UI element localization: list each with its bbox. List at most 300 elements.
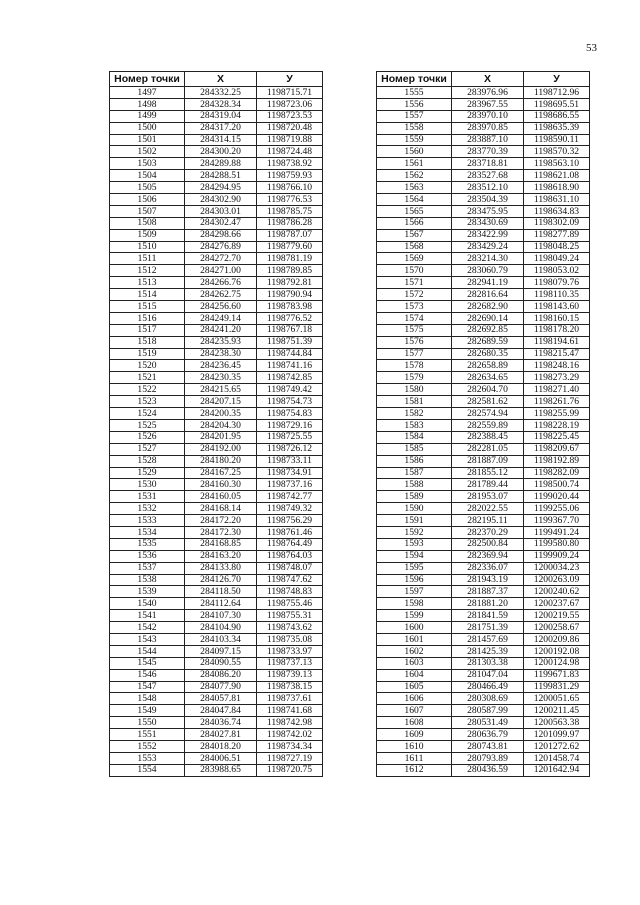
cell-y: 1198228.19 <box>524 419 590 431</box>
cell-y: 1199909.24 <box>524 550 590 562</box>
cell-point-number: 1514 <box>110 289 185 301</box>
cell-x: 283422.99 <box>452 229 524 241</box>
cell-point-number: 1511 <box>110 253 185 265</box>
cell-x: 282500.84 <box>452 538 524 550</box>
cell-x: 284230.35 <box>185 372 257 384</box>
cell-y: 1198785.75 <box>257 205 323 217</box>
cell-x: 284104.90 <box>185 622 257 634</box>
table-row <box>110 312 323 324</box>
cell-y: 1198747.62 <box>257 574 323 586</box>
cell-point-number: 1520 <box>110 360 185 372</box>
cell-y: 1198742.98 <box>257 717 323 729</box>
cell-point-number: 1595 <box>377 562 452 574</box>
cell-x: 280436.59 <box>452 764 524 776</box>
cell-y: 1198053.02 <box>524 265 590 277</box>
table-row <box>377 538 590 550</box>
cell-point-number: 1602 <box>377 645 452 657</box>
cell-point-number: 1603 <box>377 657 452 669</box>
cell-point-number: 1536 <box>110 550 185 562</box>
table-row <box>377 170 590 182</box>
cell-y: 1198178.20 <box>524 324 590 336</box>
cell-point-number: 1542 <box>110 622 185 634</box>
cell-point-number: 1498 <box>110 98 185 110</box>
cell-y: 1198737.13 <box>257 657 323 669</box>
cell-x: 283988.65 <box>185 764 257 776</box>
table-row <box>377 622 590 634</box>
cell-x: 282281.05 <box>452 443 524 455</box>
cell-point-number: 1572 <box>377 289 452 301</box>
table-row <box>377 610 590 622</box>
cell-y: 1198751.39 <box>257 336 323 348</box>
table-row <box>377 384 590 396</box>
table-row <box>110 277 323 289</box>
cell-x: 281953.07 <box>452 491 524 503</box>
cell-y: 1198759.93 <box>257 170 323 182</box>
cell-point-number: 1506 <box>110 194 185 206</box>
cell-x: 282682.90 <box>452 301 524 313</box>
cell-x: 284294.95 <box>185 182 257 194</box>
cell-point-number: 1545 <box>110 657 185 669</box>
cell-x: 284163.20 <box>185 550 257 562</box>
cell-point-number: 1560 <box>377 146 452 158</box>
cell-y: 1198194.61 <box>524 336 590 348</box>
cell-point-number: 1524 <box>110 408 185 420</box>
table-row <box>110 740 323 752</box>
cell-point-number: 1512 <box>110 265 185 277</box>
cell-x: 284276.89 <box>185 241 257 253</box>
cell-x: 281047.04 <box>452 669 524 681</box>
table-row <box>110 669 323 681</box>
cell-x: 283527.68 <box>452 170 524 182</box>
cell-y: 1201642.94 <box>524 764 590 776</box>
cell-x: 283512.10 <box>452 182 524 194</box>
table-row <box>377 729 590 741</box>
cell-y: 1199020.44 <box>524 491 590 503</box>
table-row <box>110 229 323 241</box>
cell-point-number: 1515 <box>110 301 185 313</box>
table-row <box>377 669 590 681</box>
cell-point-number: 1567 <box>377 229 452 241</box>
table-row <box>110 289 323 301</box>
cell-x: 281841.59 <box>452 610 524 622</box>
cell-point-number: 1601 <box>377 633 452 645</box>
table-row <box>110 122 323 134</box>
cell-y: 1198764.49 <box>257 538 323 550</box>
cell-point-number: 1550 <box>110 717 185 729</box>
cell-y: 1198261.76 <box>524 396 590 408</box>
cell-y: 1198271.40 <box>524 384 590 396</box>
cell-point-number: 1500 <box>110 122 185 134</box>
cell-x: 281457.69 <box>452 633 524 645</box>
cell-x: 284126.70 <box>185 574 257 586</box>
cell-y: 1198748.83 <box>257 586 323 598</box>
cell-x: 283770.39 <box>452 146 524 158</box>
cell-y: 1198734.34 <box>257 740 323 752</box>
table-row <box>377 87 590 99</box>
cell-x: 282816.64 <box>452 289 524 301</box>
cell-y: 1200240.62 <box>524 586 590 598</box>
cell-point-number: 1608 <box>377 717 452 729</box>
table-row <box>377 705 590 717</box>
cell-y: 1198789.85 <box>257 265 323 277</box>
cell-x: 284047.84 <box>185 705 257 717</box>
cell-x: 284097.15 <box>185 645 257 657</box>
cell-x: 281887.37 <box>452 586 524 598</box>
table-row <box>110 705 323 717</box>
cell-y: 1198744.84 <box>257 348 323 360</box>
cell-y: 1198761.46 <box>257 526 323 538</box>
cell-point-number: 1581 <box>377 396 452 408</box>
cell-x: 284317.20 <box>185 122 257 134</box>
cell-x: 284018.20 <box>185 740 257 752</box>
cell-x: 282604.70 <box>452 384 524 396</box>
cell-y: 1198787.07 <box>257 229 323 241</box>
table-row <box>377 633 590 645</box>
cell-x: 284200.35 <box>185 408 257 420</box>
cell-y: 1198719.88 <box>257 134 323 146</box>
cell-x: 281425.39 <box>452 645 524 657</box>
cell-y: 1200124.98 <box>524 657 590 669</box>
cell-y: 1198755.31 <box>257 610 323 622</box>
table-row <box>110 633 323 645</box>
cell-x: 284271.00 <box>185 265 257 277</box>
cell-point-number: 1540 <box>110 598 185 610</box>
cell-point-number: 1561 <box>377 158 452 170</box>
cell-x: 284298.66 <box>185 229 257 241</box>
table-row <box>110 693 323 705</box>
table-row <box>377 372 590 384</box>
table-row <box>377 396 590 408</box>
cell-y: 1198738.15 <box>257 681 323 693</box>
header-point-number: Номер точки <box>110 72 185 87</box>
cell-x: 284112.64 <box>185 598 257 610</box>
cell-x: 284160.05 <box>185 491 257 503</box>
table-row <box>110 526 323 538</box>
cell-point-number: 1604 <box>377 669 452 681</box>
cell-point-number: 1543 <box>110 633 185 645</box>
cell-point-number: 1566 <box>377 217 452 229</box>
cell-point-number: 1586 <box>377 455 452 467</box>
cell-y: 1198634.83 <box>524 205 590 217</box>
cell-x: 282634.65 <box>452 372 524 384</box>
cell-x: 282195.11 <box>452 515 524 527</box>
cell-point-number: 1516 <box>110 312 185 324</box>
cell-point-number: 1582 <box>377 408 452 420</box>
cell-x: 284266.76 <box>185 277 257 289</box>
cell-point-number: 1497 <box>110 87 185 99</box>
cell-x: 282658.89 <box>452 360 524 372</box>
table-row <box>110 301 323 313</box>
cell-point-number: 1535 <box>110 538 185 550</box>
header-y: У <box>257 72 323 87</box>
cell-y: 1200263.09 <box>524 574 590 586</box>
cell-y: 1198079.76 <box>524 277 590 289</box>
cell-y: 1198741.68 <box>257 705 323 717</box>
table-row <box>377 693 590 705</box>
cell-y: 1200258.67 <box>524 622 590 634</box>
cell-point-number: 1587 <box>377 467 452 479</box>
cell-x: 284086.20 <box>185 669 257 681</box>
table-row <box>110 681 323 693</box>
page-number: 53 <box>586 42 597 54</box>
cell-x: 282581.62 <box>452 396 524 408</box>
cell-point-number: 1546 <box>110 669 185 681</box>
table-row <box>110 622 323 634</box>
cell-point-number: 1537 <box>110 562 185 574</box>
cell-x: 281887.09 <box>452 455 524 467</box>
cell-x: 283429.24 <box>452 241 524 253</box>
table-row <box>110 87 323 99</box>
cell-y: 1198741.16 <box>257 360 323 372</box>
cell-point-number: 1531 <box>110 491 185 503</box>
table-row <box>110 574 323 586</box>
table-row <box>377 550 590 562</box>
table-row <box>377 98 590 110</box>
cell-x: 284302.90 <box>185 194 257 206</box>
cell-x: 280587.99 <box>452 705 524 717</box>
cell-point-number: 1607 <box>377 705 452 717</box>
cell-point-number: 1576 <box>377 336 452 348</box>
cell-y: 1198766.10 <box>257 182 323 194</box>
cell-y: 1200211.45 <box>524 705 590 717</box>
table-row <box>110 170 323 182</box>
cell-point-number: 1589 <box>377 491 452 503</box>
cell-point-number: 1547 <box>110 681 185 693</box>
table-row <box>110 348 323 360</box>
cell-x: 284172.30 <box>185 526 257 538</box>
table-row <box>377 205 590 217</box>
cell-y: 1200237.67 <box>524 598 590 610</box>
cell-y: 1198563.10 <box>524 158 590 170</box>
cell-point-number: 1597 <box>377 586 452 598</box>
cell-point-number: 1519 <box>110 348 185 360</box>
cell-x: 284204.30 <box>185 419 257 431</box>
cell-x: 284133.80 <box>185 562 257 574</box>
cell-point-number: 1556 <box>377 98 452 110</box>
table-row <box>377 229 590 241</box>
cell-y: 1200192.08 <box>524 645 590 657</box>
cell-point-number: 1577 <box>377 348 452 360</box>
cell-x: 284215.65 <box>185 384 257 396</box>
cell-x: 284168.14 <box>185 503 257 515</box>
table-row <box>110 396 323 408</box>
cell-point-number: 1530 <box>110 479 185 491</box>
cell-point-number: 1523 <box>110 396 185 408</box>
cell-x: 284027.81 <box>185 729 257 741</box>
table-row <box>110 408 323 420</box>
cell-x: 283214.30 <box>452 253 524 265</box>
cell-y: 1200051.65 <box>524 693 590 705</box>
cell-y: 1198792.81 <box>257 277 323 289</box>
cell-point-number: 1526 <box>110 431 185 443</box>
cell-point-number: 1568 <box>377 241 452 253</box>
cell-point-number: 1575 <box>377 324 452 336</box>
cell-y: 1198225.45 <box>524 431 590 443</box>
table-row <box>377 312 590 324</box>
table-row <box>377 431 590 443</box>
table-row <box>110 253 323 265</box>
cell-y: 1198779.60 <box>257 241 323 253</box>
table-row <box>110 158 323 170</box>
cell-y: 1199671.83 <box>524 669 590 681</box>
cell-y: 1200219.55 <box>524 610 590 622</box>
table-row <box>110 717 323 729</box>
cell-x: 283060.79 <box>452 265 524 277</box>
cell-x: 282941.19 <box>452 277 524 289</box>
cell-y: 1198737.16 <box>257 479 323 491</box>
cell-point-number: 1611 <box>377 752 452 764</box>
cell-x: 284172.20 <box>185 515 257 527</box>
cell-y: 1198786.28 <box>257 217 323 229</box>
cell-x: 282336.07 <box>452 562 524 574</box>
cell-x: 284300.20 <box>185 146 257 158</box>
cell-y: 1201458.74 <box>524 752 590 764</box>
cell-point-number: 1596 <box>377 574 452 586</box>
cell-y: 1200034.23 <box>524 562 590 574</box>
cell-x: 280793.89 <box>452 752 524 764</box>
table-row <box>110 752 323 764</box>
table-header-row <box>110 72 323 87</box>
cell-x: 281789.44 <box>452 479 524 491</box>
table-row <box>377 515 590 527</box>
cell-point-number: 1539 <box>110 586 185 598</box>
table-row <box>377 443 590 455</box>
table-row <box>110 515 323 527</box>
cell-y: 1199491.24 <box>524 526 590 538</box>
table-row <box>110 491 323 503</box>
cell-point-number: 1538 <box>110 574 185 586</box>
table-row <box>377 408 590 420</box>
cell-point-number: 1518 <box>110 336 185 348</box>
cell-point-number: 1573 <box>377 301 452 313</box>
table-row <box>110 610 323 622</box>
cell-x: 284302.47 <box>185 217 257 229</box>
cell-y: 1198733.97 <box>257 645 323 657</box>
cell-x: 284077.90 <box>185 681 257 693</box>
cell-x: 283504.39 <box>452 194 524 206</box>
cell-x: 281943.19 <box>452 574 524 586</box>
cell-x: 284314.15 <box>185 134 257 146</box>
table-row <box>377 491 590 503</box>
cell-point-number: 1508 <box>110 217 185 229</box>
cell-point-number: 1507 <box>110 205 185 217</box>
cell-y: 1198621.08 <box>524 170 590 182</box>
table-row <box>377 253 590 265</box>
cell-y: 1198723.53 <box>257 110 323 122</box>
table-row <box>377 289 590 301</box>
cell-y: 1198215.47 <box>524 348 590 360</box>
table-row <box>110 324 323 336</box>
cell-point-number: 1525 <box>110 419 185 431</box>
table-row <box>377 146 590 158</box>
cell-point-number: 1499 <box>110 110 185 122</box>
cell-x: 284303.01 <box>185 205 257 217</box>
cell-y: 1198742.77 <box>257 491 323 503</box>
table-row <box>110 455 323 467</box>
table-row <box>110 586 323 598</box>
cell-point-number: 1606 <box>377 693 452 705</box>
cell-y: 1198755.46 <box>257 598 323 610</box>
cell-x: 284236.45 <box>185 360 257 372</box>
table-row <box>110 538 323 550</box>
cell-x: 284036.74 <box>185 717 257 729</box>
cell-y: 1198500.74 <box>524 479 590 491</box>
table-row <box>377 419 590 431</box>
table-row <box>110 657 323 669</box>
cell-y: 1198767.18 <box>257 324 323 336</box>
cell-point-number: 1517 <box>110 324 185 336</box>
table-row <box>377 324 590 336</box>
cell-x: 283887.10 <box>452 134 524 146</box>
cell-y: 1198783.98 <box>257 301 323 313</box>
cell-x: 282370.29 <box>452 526 524 538</box>
table-row <box>377 348 590 360</box>
cell-x: 284328.34 <box>185 98 257 110</box>
cell-y: 1198302.09 <box>524 217 590 229</box>
cell-x: 282559.89 <box>452 419 524 431</box>
cell-x: 282574.94 <box>452 408 524 420</box>
header-y: У <box>524 72 590 87</box>
cell-x: 284235.93 <box>185 336 257 348</box>
table-row <box>377 479 590 491</box>
cell-point-number: 1549 <box>110 705 185 717</box>
cell-y: 1198735.08 <box>257 633 323 645</box>
cell-x: 284057.81 <box>185 693 257 705</box>
cell-point-number: 1541 <box>110 610 185 622</box>
cell-y: 1198756.29 <box>257 515 323 527</box>
cell-point-number: 1605 <box>377 681 452 693</box>
table-row <box>110 431 323 443</box>
table-row <box>110 372 323 384</box>
table-row <box>377 764 590 776</box>
cell-y: 1198734.91 <box>257 467 323 479</box>
cell-x: 282388.45 <box>452 431 524 443</box>
table-row <box>377 194 590 206</box>
cell-y: 1198720.75 <box>257 764 323 776</box>
cell-point-number: 1509 <box>110 229 185 241</box>
cell-x: 284249.14 <box>185 312 257 324</box>
cell-y: 1200209.86 <box>524 633 590 645</box>
cell-x: 282690.14 <box>452 312 524 324</box>
cell-y: 1198733.11 <box>257 455 323 467</box>
cell-y: 1198790.94 <box>257 289 323 301</box>
cell-y: 1199367.70 <box>524 515 590 527</box>
cell-y: 1198754.73 <box>257 396 323 408</box>
table-row <box>377 122 590 134</box>
cell-x: 282680.35 <box>452 348 524 360</box>
cell-x: 284201.95 <box>185 431 257 443</box>
cell-x: 284160.30 <box>185 479 257 491</box>
cell-y: 1201099.97 <box>524 729 590 741</box>
table-row <box>377 217 590 229</box>
cell-point-number: 1562 <box>377 170 452 182</box>
cell-y: 1198729.16 <box>257 419 323 431</box>
cell-y: 1198720.48 <box>257 122 323 134</box>
cell-x: 281303.38 <box>452 657 524 669</box>
table-row <box>110 336 323 348</box>
cell-y: 1198618.90 <box>524 182 590 194</box>
cell-point-number: 1612 <box>377 764 452 776</box>
table-row <box>377 182 590 194</box>
cell-x: 284262.75 <box>185 289 257 301</box>
cell-y: 1198776.52 <box>257 312 323 324</box>
cell-x: 284167.25 <box>185 467 257 479</box>
cell-y: 1198748.07 <box>257 562 323 574</box>
cell-y: 1199255.06 <box>524 503 590 515</box>
cell-x: 280308.69 <box>452 693 524 705</box>
table-row <box>377 158 590 170</box>
cell-x: 284319.04 <box>185 110 257 122</box>
